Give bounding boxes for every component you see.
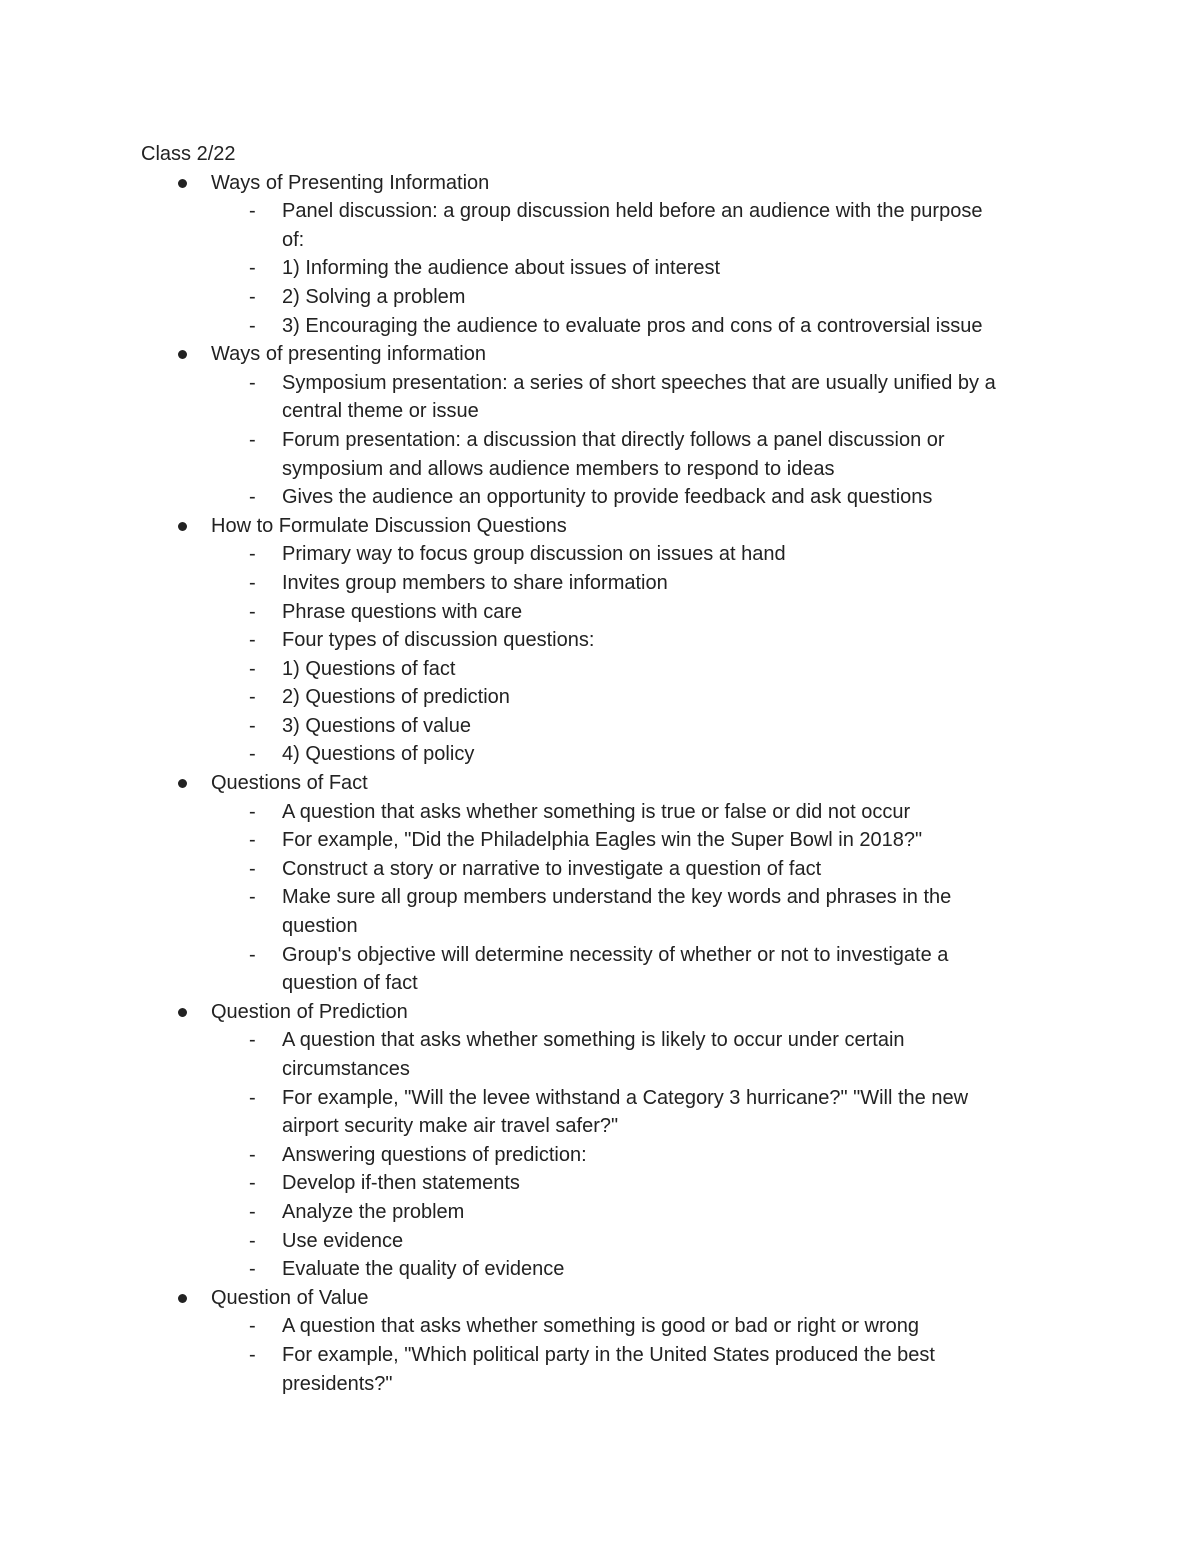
sub-list — [0, 1026, 1200, 1283]
bullet-dot-icon — [178, 1294, 187, 1303]
list-item — [0, 683, 1200, 712]
dash-marker: - — [249, 714, 256, 737]
dash-marker: - — [249, 1258, 256, 1281]
bullet-item — [0, 340, 1200, 369]
list-item-text: Panel discussion: a group discussion held before an audience with the purpose of: — [282, 200, 983, 251]
bullet-item — [0, 169, 1200, 198]
dash-marker: - — [249, 428, 256, 451]
dash-marker: - — [249, 571, 256, 594]
list-item — [0, 855, 1200, 884]
dash-marker: - — [249, 1086, 256, 1109]
outline-list — [0, 169, 1200, 1399]
list-item — [0, 1227, 1200, 1256]
section-heading: Questions of Fact — [211, 772, 368, 795]
outline-section — [0, 512, 1200, 769]
list-item-text: Analyze the problem — [282, 1200, 465, 1223]
list-item — [0, 826, 1200, 855]
dash-marker: - — [249, 886, 256, 909]
dash-marker: - — [249, 371, 256, 394]
section-heading: Ways of Presenting Information — [211, 171, 490, 194]
list-item-text: Forum presentation: a discussion that directly follows a panel discussion or symposium and allows audience members to respond to ideas — [282, 428, 945, 480]
dash-marker: - — [249, 800, 256, 823]
list-item-text: 3) Encouraging the audience to evaluate pros and cons of a controversial issue — [282, 314, 983, 337]
list-item — [0, 883, 1200, 940]
list-item-text: For example, "Did the Philadelphia Eagles win the Super Bowl in 2018?" — [282, 829, 923, 852]
list-item — [0, 740, 1200, 769]
list-item-text: Group's objective will determine necessity of whether or not to investigate a question of fact — [282, 943, 949, 995]
list-item — [0, 1169, 1200, 1198]
bullet-item — [0, 512, 1200, 541]
list-item-text: Invites group members to share information — [282, 571, 668, 594]
list-item — [0, 712, 1200, 741]
dash-marker: - — [249, 743, 256, 766]
list-item — [0, 1026, 1200, 1083]
sub-list — [0, 1312, 1200, 1398]
list-item — [0, 254, 1200, 283]
dash-marker: - — [249, 1029, 256, 1052]
sub-list — [0, 540, 1200, 769]
list-item-text: Make sure all group members understand the key words and phrases in the question — [282, 886, 952, 938]
list-item-text: Symposium presentation: a series of short speeches that are usually unified by a central theme or issue — [282, 371, 996, 423]
list-item — [0, 626, 1200, 655]
dash-marker: - — [249, 657, 256, 680]
list-item-text: For example, "Which political party in the United States produced the best presidents?" — [282, 1343, 935, 1395]
dash-marker: - — [249, 686, 256, 709]
outline-section — [0, 769, 1200, 998]
list-item-text: Phrase questions with care — [282, 600, 523, 623]
list-item — [0, 1084, 1200, 1141]
dash-marker: - — [249, 1200, 256, 1223]
list-item-text: A question that asks whether something is good or bad or right or wrong — [282, 1315, 920, 1338]
dash-marker: - — [249, 829, 256, 852]
bullet-item — [0, 998, 1200, 1027]
list-item — [0, 426, 1200, 483]
list-item — [0, 569, 1200, 598]
list-item — [0, 312, 1200, 341]
section-heading: Question of Value — [211, 1286, 369, 1309]
bullet-item — [0, 1284, 1200, 1313]
dash-marker: - — [249, 857, 256, 880]
outline-section — [0, 1284, 1200, 1398]
bullet-dot-icon — [178, 1008, 187, 1017]
dash-marker: - — [249, 1343, 256, 1366]
dash-marker: - — [249, 200, 256, 223]
list-item-text: 2) Questions of prediction — [282, 686, 510, 709]
list-item-text: 4) Questions of policy — [282, 743, 475, 766]
list-item-text: For example, "Will the levee withstand a Category 3 hurricane?" "Will the new airport security make air travel safer?" — [282, 1086, 969, 1138]
dash-marker: - — [249, 1143, 256, 1166]
sub-list — [0, 798, 1200, 998]
section-heading: How to Formulate Discussion Questions — [211, 514, 567, 537]
list-item — [0, 1312, 1200, 1341]
bullet-dot-icon — [178, 350, 187, 359]
list-item-text: Construct a story or narrative to investigate a question of fact — [282, 857, 822, 880]
section-heading: Question of Prediction — [211, 1000, 408, 1023]
bullet-dot-icon — [178, 522, 187, 531]
list-item — [0, 1141, 1200, 1170]
list-item — [0, 197, 1200, 254]
dash-marker: - — [249, 314, 256, 337]
list-item — [0, 283, 1200, 312]
dash-marker: - — [249, 486, 256, 509]
outline-section — [0, 340, 1200, 512]
dash-marker: - — [249, 285, 256, 308]
bullet-dot-icon — [178, 179, 187, 188]
sub-list — [0, 197, 1200, 340]
list-item — [0, 1198, 1200, 1227]
list-item — [0, 655, 1200, 684]
list-item-text: 1) Informing the audience about issues of interest — [282, 257, 721, 280]
list-item — [0, 941, 1200, 998]
list-item-text: Primary way to focus group discussion on issues at hand — [282, 543, 786, 566]
dash-marker: - — [249, 629, 256, 652]
outline-section — [0, 998, 1200, 1284]
list-item-text: Evaluate the quality of evidence — [282, 1258, 565, 1281]
list-item-text: A question that asks whether something is true or false or did not occur — [282, 800, 911, 823]
list-item — [0, 369, 1200, 426]
section-heading: Ways of presenting information — [211, 343, 486, 366]
list-item-text: Four types of discussion questions: — [282, 629, 595, 652]
list-item — [0, 1341, 1200, 1398]
list-item — [0, 798, 1200, 827]
list-item-text: A question that asks whether something is likely to occur under certain circumstances — [282, 1029, 905, 1080]
outline-section — [0, 169, 1200, 341]
list-item-text: 1) Questions of fact — [282, 657, 456, 680]
dash-marker: - — [249, 1172, 256, 1195]
list-item — [0, 598, 1200, 627]
list-item-text: Develop if-then statements — [282, 1172, 520, 1195]
list-item-text: 3) Questions of value — [282, 714, 471, 737]
dash-marker: - — [249, 543, 256, 566]
dash-marker: - — [249, 600, 256, 623]
sub-list — [0, 369, 1200, 512]
list-item — [0, 1255, 1200, 1284]
dash-marker: - — [249, 1315, 256, 1338]
dash-marker: - — [249, 1229, 256, 1252]
bullet-item — [0, 769, 1200, 798]
bullet-dot-icon — [178, 779, 187, 788]
list-item-text: Use evidence — [282, 1229, 404, 1252]
page-title: Class 2/22 — [141, 143, 236, 165]
list-item-text: Gives the audience an opportunity to provide feedback and ask questions — [282, 486, 933, 509]
list-item — [0, 483, 1200, 512]
dash-marker: - — [249, 943, 256, 966]
list-item-text: Answering questions of prediction: — [282, 1143, 587, 1166]
list-item-text: 2) Solving a problem — [282, 285, 466, 308]
dash-marker: - — [249, 257, 256, 280]
list-item — [0, 540, 1200, 569]
